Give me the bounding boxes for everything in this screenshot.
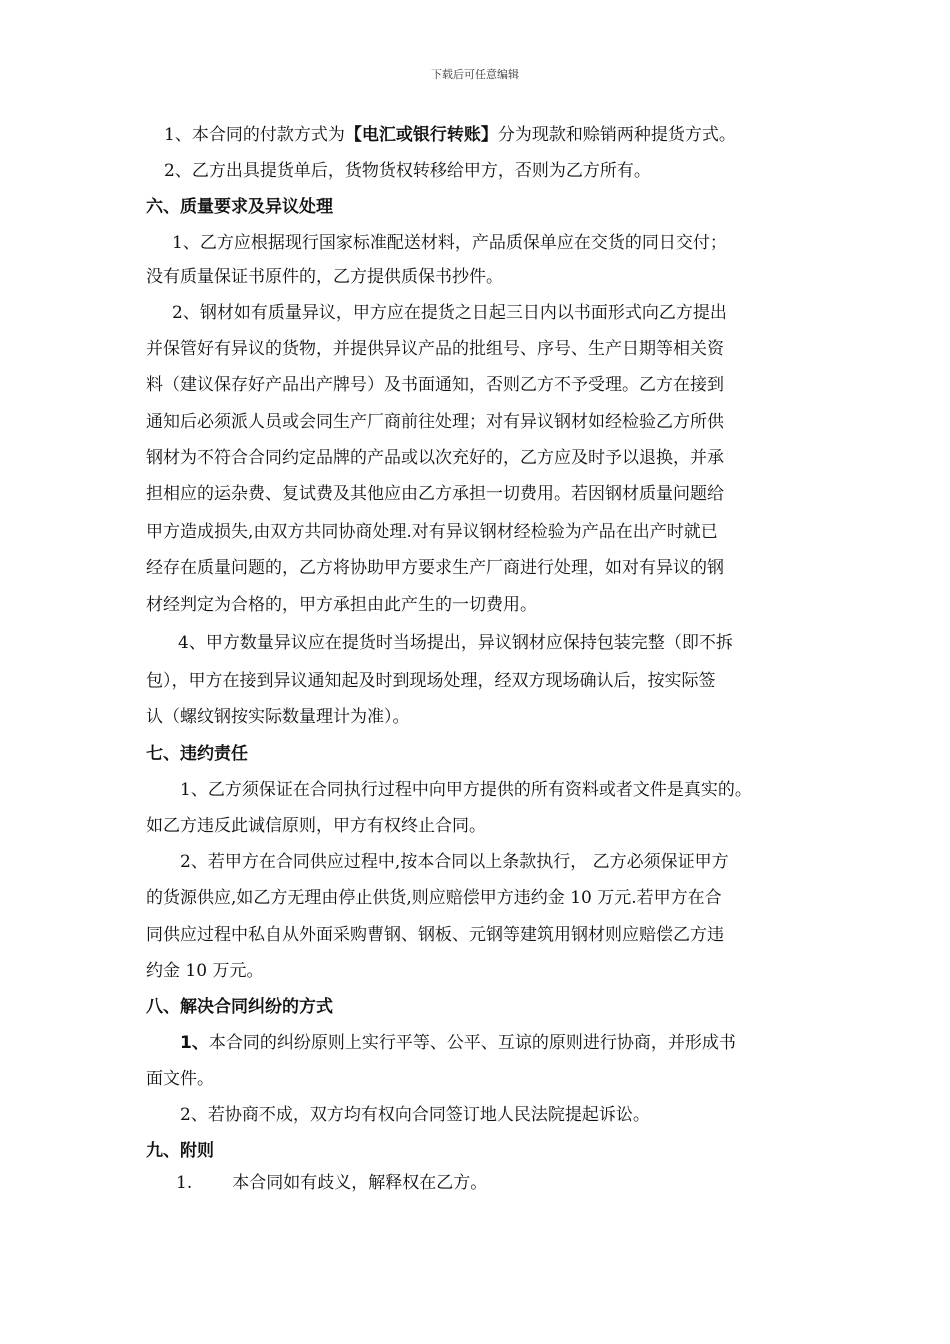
quality-clause-2-line-2: 并保管好有异议的货物，并提供异议产品的批组号、序号、生产日期等相关资 bbox=[146, 339, 724, 359]
dispute-clause-1-line-1 bbox=[180, 1032, 850, 1054]
dispute-clause-1-number: 1、 bbox=[180, 1033, 209, 1053]
page-header: 下载后可任意编辑 bbox=[431, 68, 519, 81]
section-9-heading: 九、附则 bbox=[146, 1141, 214, 1161]
quality-clause-2-line-9: 材经判定为合格的，甲方承担由此产生的一切费用。 bbox=[146, 595, 537, 615]
quality-clause-2-line-6: 担相应的运杂费、复试费及其他应由乙方承担一切费用。若因钢材质量问题给 bbox=[146, 484, 724, 504]
section-6-heading: 六、质量要求及异议处理 bbox=[146, 197, 333, 217]
liability-clause-1-line-1: 1、乙方须保证在合同执行过程中向甲方提供的所有资料或者文件是真实的。 bbox=[180, 780, 752, 800]
payment-method-clause bbox=[164, 124, 834, 146]
liability-clause-2-line-4: 约金 10 万元。 bbox=[146, 961, 264, 981]
quantity-clause-4-line-2: 包），甲方在接到异议通知起及时到现场处理，经双方现场确认后，按实际签 bbox=[146, 671, 716, 691]
quality-clause-2-line-8: 经存在质量问题的，乙方将协助甲方要求生产厂商进行处理，如对有异议的钢 bbox=[146, 558, 724, 578]
quality-clause-2-line-3: 料（建议保存好产品出产牌号）及书面通知，否则乙方不予受理。乙方在接到 bbox=[146, 375, 724, 395]
appendix-clause-1-number: 1. bbox=[176, 1173, 193, 1193]
liability-clause-2-line-1: 2、若甲方在合同供应过程中,按本合同以上条款执行， 乙方必须保证甲方 bbox=[180, 852, 729, 872]
appendix-clause-1-text: 本合同如有歧义，解释权在乙方。 bbox=[232, 1173, 488, 1193]
liability-clause-2-line-3: 同供应过程中私自从外面采购曹钢、钢板、元钢等建筑用钢材则应赔偿乙方违 bbox=[146, 925, 724, 945]
dispute-clause-2: 2、若协商不成，双方均有权向合同签订地人民法院提起诉讼。 bbox=[180, 1105, 650, 1125]
dispute-clause-1-line-2: 面文件。 bbox=[146, 1069, 214, 1089]
section-8-heading: 八、解决合同纠纷的方式 bbox=[146, 997, 333, 1017]
quality-clause-2-line-4: 通知后必须派人员或会同生产厂商前往处理；对有异议钢材如经检验乙方所供 bbox=[146, 412, 724, 432]
dispute-clause-1-text: 本合同的纠纷原则上实行平等、公平、互谅的原则进行协商，并形成书 bbox=[208, 1033, 736, 1053]
ownership-transfer-clause: 2、乙方出具提货单后，货物货权转移给甲方，否则为乙方所有。 bbox=[164, 161, 651, 181]
quality-clause-2-line-1: 2、钢材如有质量异议，甲方应在提货之日起三日内以书面形式向乙方提出 bbox=[172, 303, 727, 323]
quantity-clause-4-line-1: 4、甲方数量异议应在提货时当场提出，异议钢材应保持包装完整（即不拆 bbox=[178, 633, 733, 653]
quality-clause-1-line-2: 没有质量保证书原件的，乙方提供质保书抄件。 bbox=[146, 267, 503, 287]
section-7-heading: 七、违约责任 bbox=[146, 744, 248, 764]
payment-clause-end: 分为现款和赊销两种提货方式。 bbox=[497, 125, 736, 145]
quality-clause-2-line-7: 甲方造成损失,由双方共同协商处理.对有异议钢材经检验为产品在出产时就已 bbox=[146, 522, 718, 542]
payment-method-bold: 【电汇或银行转账】 bbox=[344, 125, 498, 145]
appendix-clause-1 bbox=[176, 1172, 846, 1194]
quality-clause-2-line-5: 钢材为不符合合同约定品牌的产品或以次充好的，乙方应及时予以退换，并承 bbox=[146, 448, 724, 468]
quality-clause-1-line-1: 1、乙方应根据现行国家标准配送材料，产品质保单应在交货的同日交付； bbox=[172, 233, 727, 253]
payment-clause-start: 1、本合同的付款方式为 bbox=[164, 125, 345, 145]
liability-clause-2-line-2: 的货源供应,如乙方无理由停止供货,则应赔偿甲方违约金 10 万元.若甲方在合 bbox=[146, 888, 722, 908]
liability-clause-1-line-2: 如乙方违反此诚信原则，甲方有权终止合同。 bbox=[146, 816, 486, 836]
quantity-clause-4-line-3: 认（螺纹钢按实际数量理计为准）。 bbox=[146, 707, 410, 727]
